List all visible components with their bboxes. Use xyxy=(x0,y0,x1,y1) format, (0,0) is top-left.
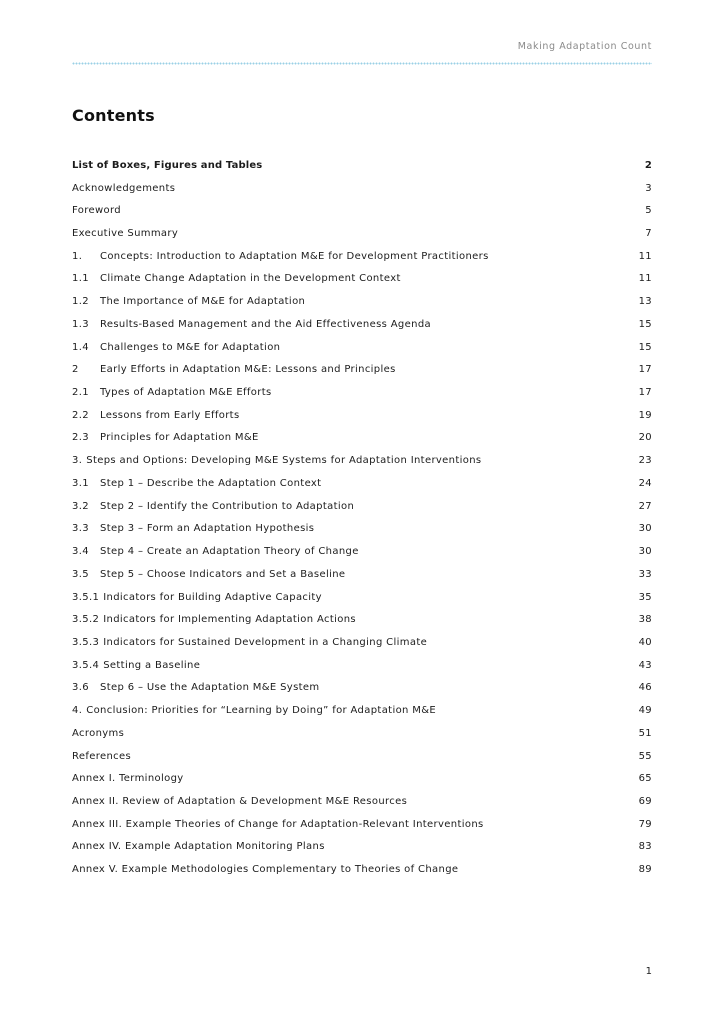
toc-entry[interactable] xyxy=(72,268,652,291)
toc-entry[interactable] xyxy=(72,631,652,654)
toc-entry[interactable] xyxy=(72,790,652,813)
toc-entry-label xyxy=(72,251,489,262)
toc-entry-label xyxy=(72,569,345,580)
header-dotted-rule xyxy=(72,62,652,65)
toc-section-title: Types of Adaptation M&E Efforts xyxy=(100,387,272,399)
toc-entry-label xyxy=(72,864,458,875)
toc-section-title: Results-Based Management and the Aid Effectiveness Agenda xyxy=(100,318,431,330)
toc-entry-label xyxy=(72,387,272,398)
toc-page-number: 15 xyxy=(638,318,652,330)
toc-section-number: 3.5.1 xyxy=(72,591,100,603)
toc-entry-label xyxy=(72,296,305,307)
toc-page-number: 13 xyxy=(638,296,652,308)
toc-section-title: Challenges to M&E for Adaptation xyxy=(100,341,281,353)
toc-section-title: References xyxy=(72,750,132,762)
toc-entry[interactable] xyxy=(72,608,652,631)
toc-section-title: List of Boxes, Figures and Tables xyxy=(72,159,263,171)
toc-entry[interactable] xyxy=(72,358,652,381)
toc-entry[interactable] xyxy=(72,836,652,859)
toc-entry[interactable] xyxy=(72,677,652,700)
toc-entry[interactable] xyxy=(72,722,652,745)
toc-section-title: Steps and Options: Developing M&E Systems for Adaptation Interventions xyxy=(86,455,482,467)
toc-entry-label xyxy=(72,751,131,762)
toc-section-number: 1.3 xyxy=(72,318,89,330)
toc-entry[interactable] xyxy=(72,472,652,495)
toc-section-number: 3.5.2 xyxy=(72,614,100,626)
toc-page-number: 19 xyxy=(638,409,652,421)
toc-entry[interactable] xyxy=(72,540,652,563)
toc-page-number: 69 xyxy=(638,795,652,807)
toc-section-title: Lessons from Early Efforts xyxy=(100,409,240,421)
toc-page-number: 11 xyxy=(638,273,652,285)
toc-entry[interactable] xyxy=(72,495,652,518)
toc-page-number: 40 xyxy=(638,636,652,648)
toc-section-title: Early Efforts in Adaptation M&E: Lessons and Principles xyxy=(100,364,396,376)
toc-section-number: 3.5.3 xyxy=(72,636,100,648)
toc-entry-label xyxy=(72,796,407,807)
toc-section-number: 3.4 xyxy=(72,546,89,558)
toc-section-title: Step 3 – Form an Adaptation Hypothesis xyxy=(100,523,315,535)
page-number: 1 xyxy=(645,966,652,977)
toc-entry-label xyxy=(72,546,359,557)
toc-entry-label xyxy=(72,728,124,739)
toc-section-title: Indicators for Implementing Adaptation Actions xyxy=(103,614,356,626)
toc-entry[interactable] xyxy=(72,586,652,609)
toc-section-title: Acronyms xyxy=(72,727,125,739)
toc-section-number: 3. xyxy=(72,455,83,467)
toc-section-title: Acknowledgements xyxy=(72,182,176,194)
toc-entry-label xyxy=(72,773,184,784)
toc-page-number: 17 xyxy=(638,387,652,399)
toc-section-number: 2 xyxy=(72,364,79,376)
toc-page-number: 5 xyxy=(645,205,652,217)
toc-section-number: 3.6 xyxy=(72,682,89,694)
toc-section-number: 2.3 xyxy=(72,432,89,444)
toc-entry-label xyxy=(72,228,178,239)
toc-section-title: Annex III. Example Theories of Change for Adaptation-Relevant Interventions xyxy=(72,818,484,830)
toc-entry-label xyxy=(72,273,401,284)
toc-entry[interactable] xyxy=(72,699,652,722)
toc-section-title: Annex V. Example Methodologies Complementary to Theories of Change xyxy=(72,864,459,876)
toc-page-number: 55 xyxy=(638,750,652,762)
toc-entry[interactable] xyxy=(72,767,652,790)
toc-page-number: 35 xyxy=(638,591,652,603)
toc-section-title: Step 4 – Create an Adaptation Theory of Change xyxy=(100,546,359,558)
toc-entry-label xyxy=(72,160,262,171)
toc-entry[interactable] xyxy=(72,858,652,881)
toc-section-number: 3.1 xyxy=(72,477,89,489)
toc-entry-label xyxy=(72,705,436,716)
toc-entry-label xyxy=(72,478,321,489)
toc-page-number: 83 xyxy=(638,841,652,853)
toc-entry[interactable] xyxy=(72,654,652,677)
toc-section-title: Indicators for Sustained Development in a Changing Climate xyxy=(103,636,428,648)
toc-section-title: Conclusion: Priorities for “Learning by Doing” for Adaptation M&E xyxy=(86,705,437,717)
toc-section-title: Indicators for Building Adaptive Capacity xyxy=(103,591,322,603)
toc-section-title: Executive Summary xyxy=(72,228,179,240)
toc-page-number: 30 xyxy=(638,523,652,535)
toc-page-number: 15 xyxy=(638,341,652,353)
toc-entry-label xyxy=(72,364,396,375)
toc-entry[interactable] xyxy=(72,563,652,586)
toc-section-title: Setting a Baseline xyxy=(103,659,201,671)
toc-page-number: 65 xyxy=(638,773,652,785)
toc-entry[interactable] xyxy=(72,154,652,177)
toc-entry[interactable] xyxy=(72,518,652,541)
toc-entry[interactable] xyxy=(72,336,652,359)
toc-entry-label xyxy=(72,682,320,693)
toc-entry-label xyxy=(72,205,121,216)
toc-section-number: 3.5.4 xyxy=(72,659,100,671)
toc-page-number: 38 xyxy=(638,614,652,626)
toc-section-number: 3.2 xyxy=(72,500,89,512)
toc-page-number: 43 xyxy=(638,659,652,671)
toc-section-title: Annex IV. Example Adaptation Monitoring Plans xyxy=(72,841,325,853)
toc-entry-label xyxy=(72,455,482,466)
toc-entry[interactable] xyxy=(72,381,652,404)
toc-entry[interactable] xyxy=(72,745,652,768)
toc-entry-label xyxy=(72,410,240,421)
toc-entry[interactable] xyxy=(72,813,652,836)
toc-section-title: Foreword xyxy=(72,205,121,217)
toc-page-number: 30 xyxy=(638,546,652,558)
toc-entry-label xyxy=(72,592,322,603)
toc-section-number: 3.5 xyxy=(72,568,89,580)
toc-page-number: 2 xyxy=(644,159,652,171)
toc-section-number: 1.2 xyxy=(72,296,89,308)
toc-page-number: 3 xyxy=(645,182,652,194)
running-header: Making Adaptation Count xyxy=(517,41,652,52)
toc-page-number: 33 xyxy=(638,568,652,580)
toc-page-number: 27 xyxy=(638,500,652,512)
toc-entry[interactable] xyxy=(72,245,652,268)
toc-entry[interactable] xyxy=(72,222,652,245)
toc-section-title: Concepts: Introduction to Adaptation M&E for Development Practitioners xyxy=(100,250,489,262)
toc-entry-label xyxy=(72,432,259,443)
toc-entry[interactable] xyxy=(72,199,652,222)
toc-page-number: 89 xyxy=(638,864,652,876)
toc-entry-label xyxy=(72,637,427,648)
toc-entry-label xyxy=(72,501,354,512)
toc-section-number: 1. xyxy=(72,250,83,262)
toc-page-number: 23 xyxy=(638,455,652,467)
toc-section-number: 1.4 xyxy=(72,341,89,353)
toc-page-number: 49 xyxy=(638,705,652,717)
toc-section-number: 2.1 xyxy=(72,387,89,399)
page-title: Contents xyxy=(72,106,155,125)
toc-section-title: The Importance of M&E for Adaptation xyxy=(100,296,306,308)
toc-section-title: Climate Change Adaptation in the Development Context xyxy=(100,273,401,285)
toc-entry[interactable] xyxy=(72,404,652,427)
toc-page-number: 7 xyxy=(645,228,652,240)
toc-section-title: Principles for Adaptation M&E xyxy=(100,432,259,444)
toc-entry-label xyxy=(72,523,314,534)
toc-section-title: Step 6 – Use the Adaptation M&E System xyxy=(100,682,320,694)
toc-section-title: Step 2 – Identify the Contribution to Adaptation xyxy=(100,500,355,512)
toc-entry-label xyxy=(72,660,200,671)
toc-entry-label xyxy=(72,183,175,194)
toc-entry-label xyxy=(72,841,325,852)
toc-section-number: 1.1 xyxy=(72,273,89,285)
toc-entry-label xyxy=(72,614,356,625)
toc-section-title: Annex I. Terminology xyxy=(72,773,184,785)
toc-page-number: 17 xyxy=(638,364,652,376)
toc-entry-label xyxy=(72,319,431,330)
table-of-contents xyxy=(72,154,652,881)
toc-entry[interactable] xyxy=(72,313,652,336)
toc-page-number: 24 xyxy=(638,477,652,489)
toc-page-number: 51 xyxy=(638,727,652,739)
toc-entry[interactable] xyxy=(72,177,652,200)
toc-entry-label xyxy=(72,819,484,830)
toc-section-title: Step 5 – Choose Indicators and Set a Baseline xyxy=(100,568,346,580)
toc-page-number: 20 xyxy=(638,432,652,444)
toc-section-number: 4. xyxy=(72,705,83,717)
toc-entry[interactable] xyxy=(72,290,652,313)
toc-section-number: 2.2 xyxy=(72,409,89,421)
toc-section-title: Step 1 – Describe the Adaptation Context xyxy=(100,477,322,489)
toc-page-number: 11 xyxy=(638,250,652,262)
toc-page-number: 79 xyxy=(638,818,652,830)
toc-entry-label xyxy=(72,342,280,353)
toc-page-number: 46 xyxy=(638,682,652,694)
toc-section-number: 3.3 xyxy=(72,523,89,535)
toc-entry[interactable] xyxy=(72,449,652,472)
toc-section-title: Annex II. Review of Adaptation & Development M&E Resources xyxy=(72,795,408,807)
toc-entry[interactable] xyxy=(72,427,652,450)
